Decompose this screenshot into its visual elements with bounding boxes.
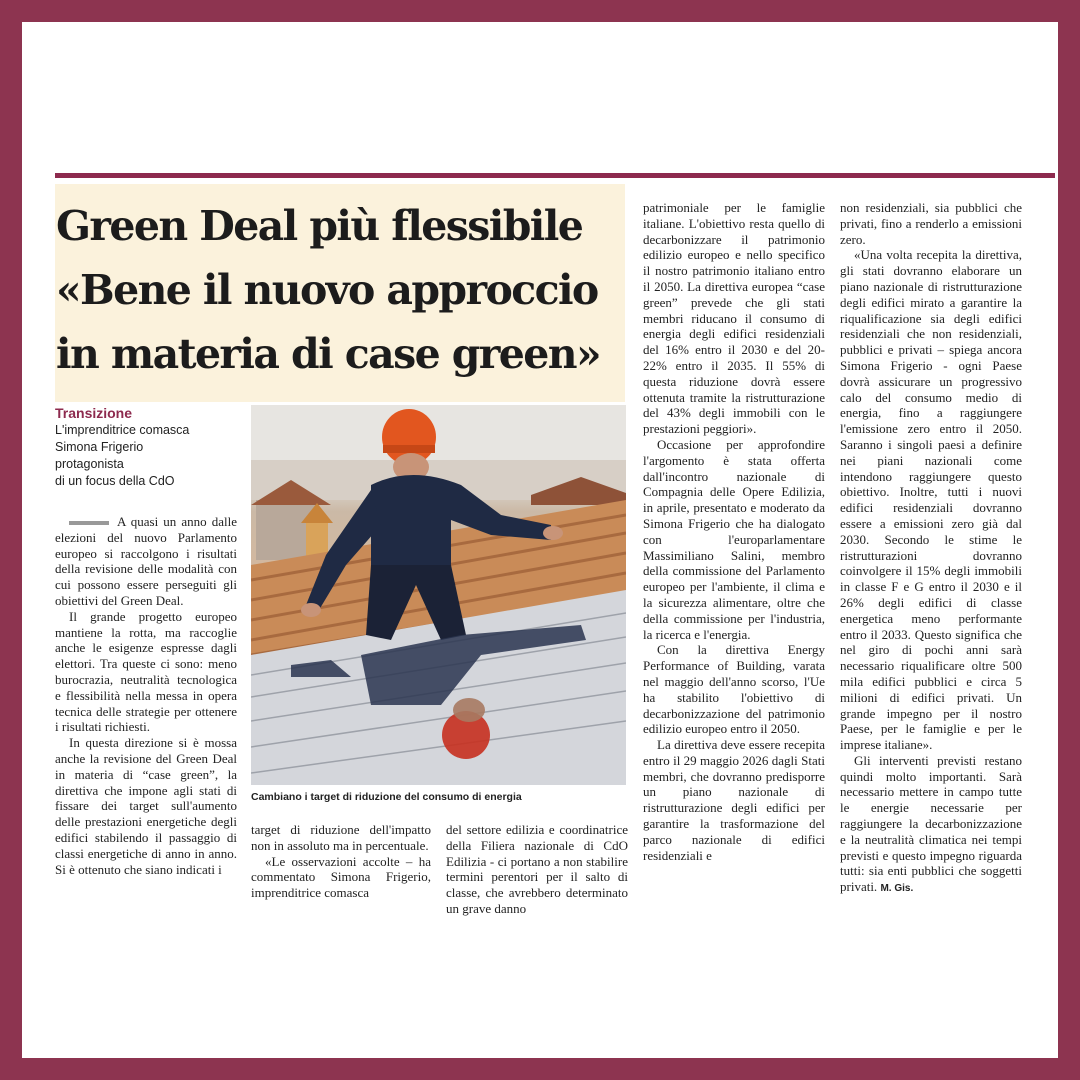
article-column-3	[446, 822, 628, 917]
subhead-line-1: L'imprenditrice comasca	[55, 423, 190, 437]
headline-line-2: «Bene il nuovo approccio	[56, 266, 598, 314]
col3-paragraph-1: del settore edilizia e coordinatrice della Filiera nazionale di CdO Edilizia - ci portano a non stabilire termini perentori per il salto di classe, che avrebbero determinato un grave danno	[446, 822, 628, 916]
col5-paragraph-3	[840, 753, 1022, 897]
headline-line-3: in materia di case green»	[56, 330, 601, 378]
subhead	[55, 422, 245, 490]
col2-paragraph-1: target di riduzione dell'impatto non in assoluto ma in percentuale.	[251, 822, 431, 853]
col4-paragraph-4: La direttiva deve essere recepita entro il 29 maggio 2026 dagli Stati membri, che dovranno predisporre un piano nazionale di ristrutturazione degli edifici per garantire la trasformazione del parco nazionale di edifici residenziali e	[643, 737, 825, 863]
article-column-4	[643, 200, 825, 863]
col1-paragraph-3: In questa direzione si è mossa anche la revisione del Green Deal in materia di “case green”, la direttiva che impone agli stati di fissare dei target sull'aumento delle prestazioni energetiche degli edifici stabilendo il passaggio di classi energetiche di anno in anno. Si è ottenuto che siano indicati i	[55, 735, 237, 877]
headline-line-1: Green Deal più flessibile	[56, 202, 583, 250]
col4-paragraph-2: Occasione per approfondire l'argomento è stata offerta dall'incontro nazionale di Compagnia delle Opere Edilizia, in aprile, presentato e moderato da Simona Frigerio che ha dialogato con l'europarlamentare Massimiliano Salini, membro della commissione del Parlamento europeo per l'ambiente, il clima e la sicurezza alimentare, oltre che della commissione per l'industria, la ricerca e l'energia.	[643, 436, 825, 642]
article-photo	[251, 405, 626, 785]
col5-paragraph-2: «Una volta recepita la direttiva, gli stati dovranno elaborare un piano nazionale di ristrutturazione degli edifici mirato a garantire la riqualificazione sia degli edifici residenziali che non residenziali, pubblici e privati – spiega ancora Simona Frigerio - ogni Paese dovrà assicurare un progressivo calo del consumo medio di energia, fino a raggiungere l'emissione zero entro il 2050. Saranno i singoli paesi a definire nei piani nazionali come intendono raggiungere questo obiettivo. Inoltre, tutti i nuovi edifici residenziali dovranno essere a emissioni zero già dal 2030. Secondo le stime le ristrutturazioni dovranno coinvolgere il 15% degli immobili in classe F e G entro il 2030 e il 26% degli edifici di classe energetica meno performante entro il 2033. Questo significa che nel giro di pochi anni sarà necessario riqualificare oltre 500 mila edifici pubblici e circa 5 milioni di edifici privati. Un grande impegno per il nostro Paese, per le famiglie e per le imprese italiane».	[840, 247, 1022, 753]
col1-paragraph-1	[55, 514, 237, 609]
article-column-1	[55, 514, 237, 877]
col5-paragraph-1: non residenziali, sia pubblici che privati, fino a renderlo a emissioni zero.	[840, 200, 1022, 247]
col5-paragraph-3-text: Gli interventi previsti restano quindi molto importanti. Sarà necessario mettere in campo tutte le energie necessarie per raggiungere la decarbonizzazione e la neutralità climatica nei tempi previsti e questo impegno riguarda tutti: sia enti pubblici che soggetti privati.	[840, 752, 1022, 895]
top-rule	[55, 173, 1055, 178]
newspaper-page	[22, 22, 1058, 1058]
col4-paragraph-3: Con la direttiva Energy Performance of Building, varata nel maggio dell'anno scorso, l'Ue ha stabilito l'obiettivo di decarbonizzazione del patrimonio edilizio europeo entro il 2050.	[643, 642, 825, 737]
col4-paragraph-1: patrimoniale per le famiglie italiane. L'obiettivo resta quello di decarbonizzare il patrimonio edilizio europeo e nello specifico il nostro patrimonio italiano entro il 2050. La direttiva europea “case green” prevede che gli stati membri riducano il consumo di energia degli edifici residenziali del 16% entro il 2030 e del 20-22% entro il 2035. Il 55% di questa riduzione dovrà essere ottenuta tramite la ristrutturazione del 43% degli immobili con le prestazioni peggiori».	[643, 200, 825, 437]
col2-paragraph-2: «Le osservazioni accolte – ha commentato Simona Frigerio, imprenditrice comasca	[251, 853, 431, 901]
worker-solar-panel-illustration	[251, 405, 626, 785]
section-kicker: Transizione	[55, 405, 133, 421]
headline	[56, 194, 636, 386]
col1-paragraph-2: Il grande progetto europeo mantiene la rotta, ma raccoglie anche le esigenze espresse dagli elettori. Tra queste ci sono: meno burocrazia, neutralità tecnologica e flessibilità nella messa in opera tecnica delle strategie per ottenere i risultati richiesti.	[55, 608, 237, 735]
author-signature: M. Gis.	[880, 883, 914, 895]
col1-paragraph-1-text: A quasi un anno dalle elezioni del nuovo Parlamento europeo si raccolgono i risultati della revisione delle modalità con cui possono essere perseguiti gli obiettivi del Green Deal.	[55, 514, 237, 608]
subhead-line-3: protagonista	[55, 457, 124, 471]
subhead-line-2: Simona Frigerio	[55, 440, 144, 454]
article-column-2	[251, 822, 431, 901]
adjacent-article-edge	[1036, 184, 1058, 944]
article-column-5	[840, 200, 1022, 897]
photo-caption: Cambiano i target di riduzione del consumo di energia	[251, 791, 522, 803]
lead-rule	[69, 521, 109, 525]
subhead-line-4: di un focus della CdO	[55, 474, 175, 488]
